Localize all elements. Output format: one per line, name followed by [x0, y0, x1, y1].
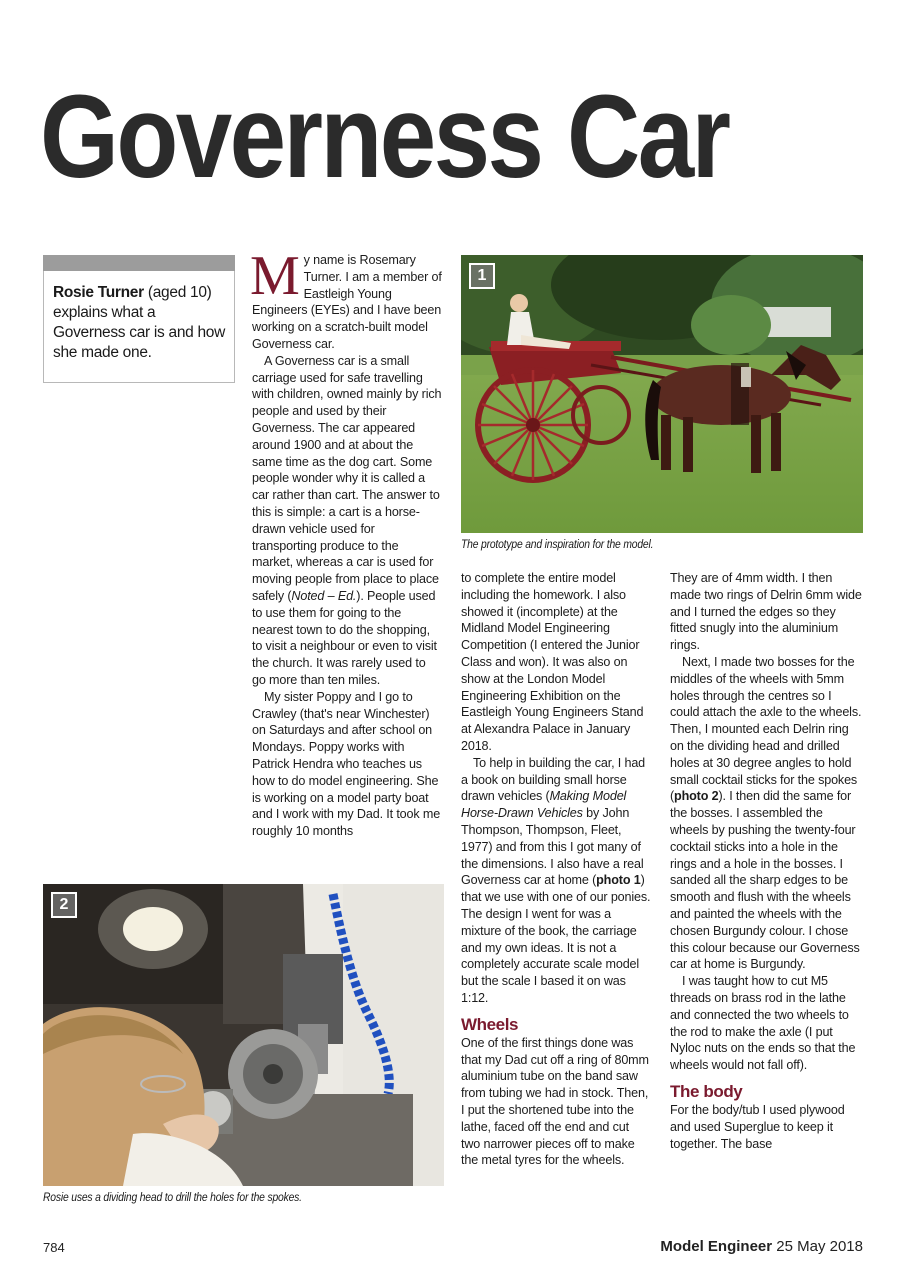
intro-standfirst	[43, 255, 235, 383]
paragraph: to complete the entire model including the homework. I also showed it (incomplete) at the Midland Model Engineering Competition (I entered the Junior Class and won). It was also on show at the London Model Engineering Exhibition on the Eastleigh Young Engineers Stand at Alexandra Palace in January 2018.	[461, 571, 644, 753]
intro-rest: (aged 10) explains what a Governess car is and how she made one.	[53, 284, 225, 361]
column-1	[250, 245, 442, 840]
photo-number-badge: 1	[469, 263, 495, 289]
editor-note: Noted – Ed.	[291, 588, 357, 603]
pony-cart-image	[461, 255, 863, 533]
paragraph	[252, 353, 442, 689]
article-title: Governess Car	[40, 71, 729, 203]
column-3	[670, 570, 863, 1152]
column-2	[461, 570, 651, 1169]
photo-reference: photo 1	[596, 873, 641, 888]
workshop-image	[43, 884, 444, 1186]
intro-bar	[43, 255, 235, 271]
paragraph-text: y name is Rosemary Turner. I am a member of Eastleigh Young Engineers (EYEs) and I have been working on a scratch-built model Governess car.	[252, 253, 442, 351]
paragraph-text: A Governess car is a small carriage used for safe travelling with children, owned mainly by rich people and used by their Governess. The car appeared around 1900 and at about the same time as the dog cart. Some people wonder why it is called a car rather than cart. The answer to this is simple: a cart is a horse-drawn vehicle used for transporting produce to the market, whereas a car is used for moving people from place to place safely (	[252, 353, 442, 603]
paragraph-text: Next, I made two bosses for the middles of the wheels with 5mm holes through the centres so I could attach the axle to the wheels. Then, I mounted each Delrin ring on the dividing head and drilled holes at 30 degree angles to hold small cocktail sticks for the spokes (	[670, 654, 862, 804]
paragraph-text: ). I then did the same for the bosses. I assembled the wheels by pushing the twenty-four cocktail sticks into a hole in the rings and a hole in the bosses. I sanded all the sharp edges to be smooth and flush with the wheels and painted the wheels with the chosen Burgundy colour. I chose this colour because our Governess car at home is Burgundy.	[670, 789, 860, 972]
subheading-the-body: The body	[670, 1081, 743, 1101]
photo-reference: photo 2	[674, 789, 719, 804]
paragraph	[461, 755, 651, 1007]
paragraph-text: ). People used to use them for going to the nearest town to do the shopping, to visit a neighbour or even to visit the church. It was rarely used to go more than ten miles.	[252, 588, 437, 687]
paragraph	[670, 654, 863, 973]
paragraph-text: To help in building the car, I had a book on building small horse drawn vehicles (	[461, 755, 646, 804]
paragraph: I was taught how to cut M5 threads on brass rod in the lathe and connected the two wheels to the rod to make the axle (I put Nyloc nuts on the ends so that the wheels would not fall off).	[670, 974, 856, 1073]
author-name: Rosie Turner	[53, 284, 144, 301]
folio	[660, 1238, 863, 1255]
paragraph-text: ) that we use with one of our ponies. The design I went for was a mixture of the book, the carriage and my own ideas. It is not a completely accurate scale model but the scale I based it on was 1:12.	[461, 873, 651, 1005]
book-title: Making Model Horse-Drawn Vehicles	[461, 789, 627, 821]
photo-1-caption: The prototype and inspiration for the model.	[461, 539, 654, 551]
photo-governess-car	[461, 255, 863, 533]
paragraph: For the body/tub I used plywood and used Superglue to keep it together. The base	[670, 1102, 845, 1151]
drop-cap: M	[250, 245, 300, 307]
intro-text	[44, 271, 234, 363]
paragraph	[250, 245, 442, 353]
paragraph-text: by John Thompson, Thompson, Fleet, 1977) and from this I got many of the dimensions. I also have a real Governess car at home (	[461, 806, 644, 888]
issue-date: 25 May 2018	[772, 1238, 863, 1255]
subheading-wheels: Wheels	[461, 1014, 519, 1034]
page-number: 784	[43, 1240, 65, 1255]
paragraph: One of the first things done was that my Dad cut off a ring of 80mm aluminium tube on the band saw from tubing we had in stock. Then, I put the shortened tube into the lathe, faced off the end and cut two narrower pieces off to make the metal tyres for the wheels.	[461, 1035, 649, 1168]
photo-dividing-head	[43, 884, 444, 1186]
photo-2-caption: Rosie uses a dividing head to drill the holes for the spokes.	[43, 1192, 302, 1204]
paragraph: My sister Poppy and I go to Crawley (that's near Winchester) on Saturdays and after school on Mondays. Poppy works with Patrick Hendra who teaches us how to do model engineering. She is working on a model party boat and I work with my Dad. It took me roughly 10 months	[252, 689, 441, 839]
paragraph: They are of 4mm width. I then made two rings of Delrin 6mm wide and I turned the edges so they fitted snugly into the aluminium rings.	[670, 571, 862, 653]
magazine-name: Model Engineer	[660, 1238, 773, 1255]
photo-number-badge: 2	[51, 892, 77, 918]
